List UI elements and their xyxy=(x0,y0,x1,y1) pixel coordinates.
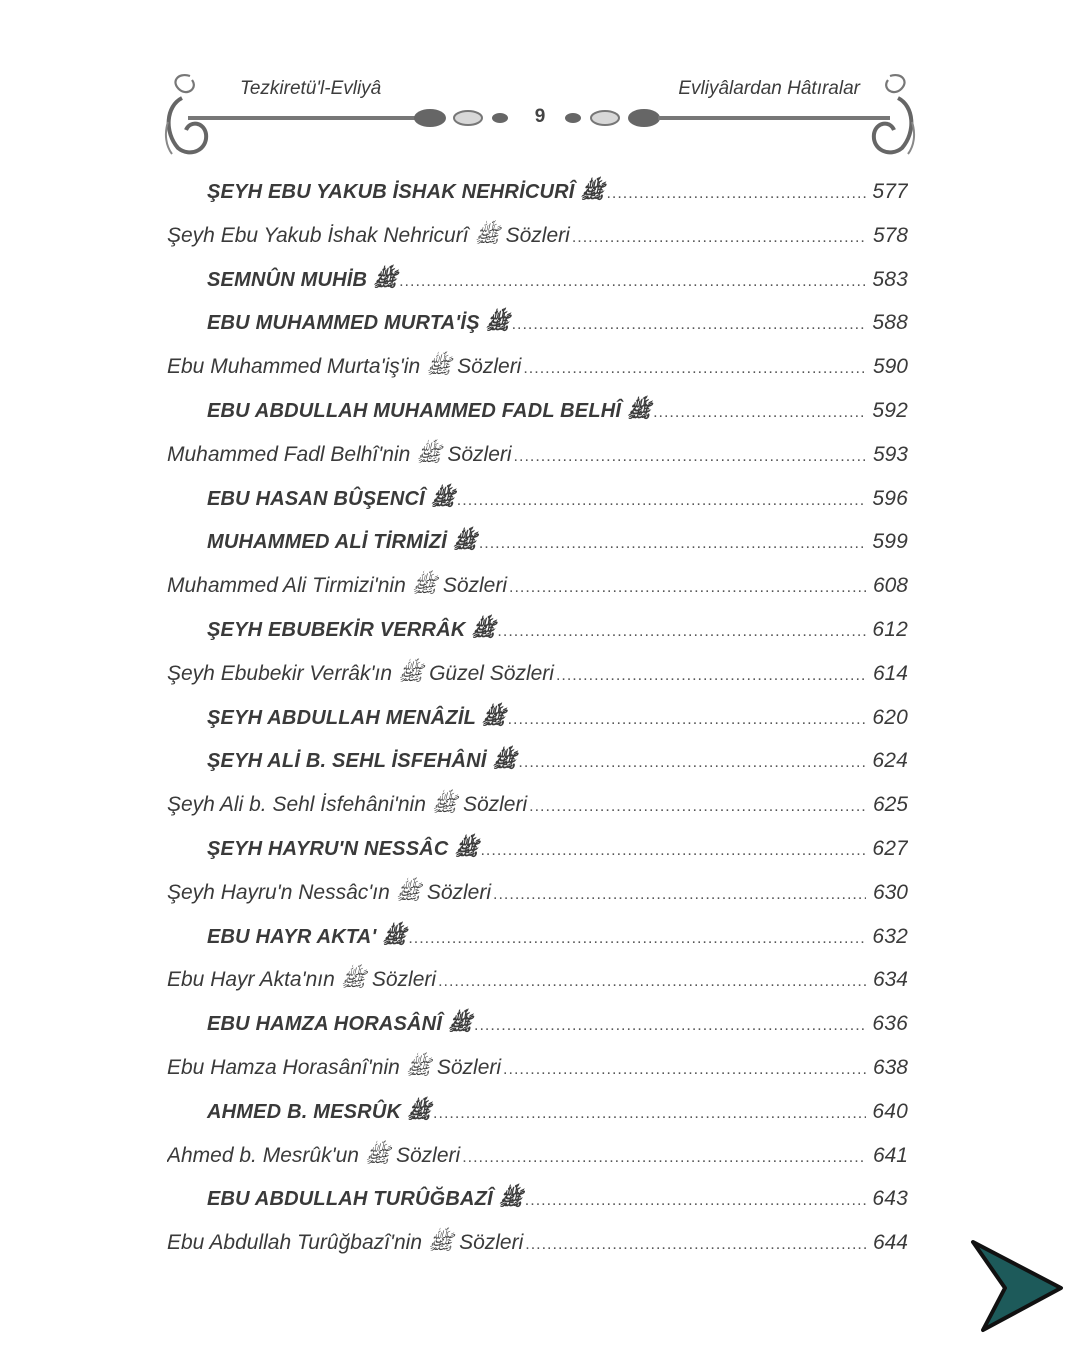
toc-entry[interactable] xyxy=(167,301,908,345)
toc-leader-dots xyxy=(525,1179,866,1221)
toc-entry-title: ŞEYH ABDULLAH MENÂZİL ﷺ xyxy=(207,706,506,729)
toc-entry[interactable] xyxy=(167,1002,908,1046)
toc-entry[interactable] xyxy=(167,739,908,783)
toc-leader-dots xyxy=(493,873,866,915)
toc-entry-title: EBU ABDULLAH TURÛĞBAZÎ ﷺ xyxy=(207,1188,523,1211)
toc-entry-page: 614 xyxy=(872,661,908,685)
toc-entry[interactable] xyxy=(167,652,908,696)
toc-entry-title: MUHAMMED ALİ TİRMİZİ ﷺ xyxy=(207,531,477,554)
toc-entry-title: Ebu Hamza Horasânî'nin ﷺ Sözleri xyxy=(167,1055,502,1079)
toc-entry-title: EBU MUHAMMED MURTA'İŞ ﷺ xyxy=(207,312,510,335)
toc-entry-page: 593 xyxy=(872,442,908,466)
toc-entry-title: Ebu Muhammed Murta'iş'in ﷺ Sözleri xyxy=(167,355,522,379)
toc-leader-dots xyxy=(518,741,866,783)
toc-entry[interactable] xyxy=(167,258,908,302)
toc-leader-dots xyxy=(508,698,866,740)
toc-leader-dots xyxy=(480,829,866,871)
toc-entry-page: 592 xyxy=(872,398,908,422)
toc-leader-dots xyxy=(529,785,866,827)
toc-leader-dots xyxy=(556,654,866,696)
toc-entry[interactable] xyxy=(167,1134,908,1178)
toc-entry[interactable] xyxy=(167,170,908,214)
toc-leader-dots xyxy=(457,479,866,521)
toc-leader-dots xyxy=(474,1004,866,1046)
toc-entry-page: 625 xyxy=(872,793,908,817)
toc-entry-title: Şeyh Hayru'n Nessâc'ın ﷺ Sözleri xyxy=(167,880,492,904)
toc-leader-dots xyxy=(408,917,866,959)
toc-entry-page: 636 xyxy=(872,1012,908,1036)
toc-entry[interactable] xyxy=(167,345,908,389)
toc-entry-page: 627 xyxy=(872,836,908,860)
toc-entry-title: EBU HAYR AKTA' ﷺ xyxy=(207,925,407,948)
toc-entry[interactable] xyxy=(167,958,908,1002)
toc-entry-page: 577 xyxy=(872,180,908,203)
table-of-contents xyxy=(167,170,908,1265)
toc-entry-page: 624 xyxy=(872,749,908,773)
toc-entry-page: 588 xyxy=(872,311,908,335)
toc-entry-title: Muhammed Ali Tirmizi'nin ﷺ Sözleri xyxy=(167,574,508,598)
toc-entry[interactable] xyxy=(167,1046,908,1090)
toc-entry[interactable] xyxy=(167,433,908,477)
toc-leader-dots xyxy=(525,1223,866,1265)
toc-entry-page: 643 xyxy=(872,1187,908,1211)
header-book-title: Tezkiretü'l-Evliyâ xyxy=(240,78,382,99)
toc-entry[interactable] xyxy=(167,389,908,433)
running-header xyxy=(160,62,920,162)
toc-entry-title: ŞEYH EBU YAKUB İSHAK NEHRİCURÎ ﷺ xyxy=(207,181,605,203)
toc-entry-page: 599 xyxy=(872,530,908,554)
toc-entry[interactable] xyxy=(167,915,908,959)
toc-leader-dots xyxy=(512,303,866,345)
toc-entry-page: 620 xyxy=(872,705,908,729)
toc-entry[interactable] xyxy=(167,783,908,827)
toc-entry-page: 640 xyxy=(872,1099,908,1123)
toc-entry[interactable] xyxy=(167,871,908,915)
toc-entry[interactable] xyxy=(167,1177,908,1221)
toc-entry[interactable] xyxy=(167,520,908,564)
header-section-title: Evliyâlardan Hâtıralar xyxy=(678,78,860,99)
toc-entry[interactable] xyxy=(167,214,908,258)
toc-leader-dots xyxy=(503,1048,866,1090)
toc-entry-page: 630 xyxy=(872,880,908,904)
toc-entry-title: Şeyh Ebubekir Verrâk'ın ﷺ Güzel Sözleri xyxy=(167,661,554,685)
toc-leader-dots xyxy=(509,566,866,608)
toc-entry-title: EBU HASAN BÛŞENCÎ ﷺ xyxy=(207,487,455,510)
toc-leader-dots xyxy=(523,347,866,389)
toc-entry[interactable] xyxy=(167,564,908,608)
toc-entry-page: 634 xyxy=(872,968,908,992)
toc-leader-dots xyxy=(606,172,866,214)
toc-entry-page: 590 xyxy=(872,355,908,379)
toc-leader-dots xyxy=(653,391,866,433)
toc-entry[interactable] xyxy=(167,1090,908,1134)
toc-entry-page: 638 xyxy=(872,1055,908,1079)
toc-entry-page: 612 xyxy=(872,617,908,641)
toc-entry-page: 644 xyxy=(872,1231,908,1255)
toc-entry-title: Ahmed b. Mesrûk'un ﷺ Sözleri xyxy=(167,1143,461,1167)
toc-entry-title: ŞEYH ALİ B. SEHL İSFEHÂNİ ﷺ xyxy=(207,750,517,773)
page-number: 9 xyxy=(534,106,546,127)
toc-leader-dots xyxy=(399,260,866,302)
toc-entry[interactable] xyxy=(167,477,908,521)
toc-leader-dots xyxy=(433,1092,866,1134)
toc-entry-title: EBU HAMZA HORASÂNÎ ﷺ xyxy=(207,1013,473,1036)
toc-leader-dots xyxy=(479,522,866,564)
toc-entry[interactable] xyxy=(167,696,908,740)
toc-leader-dots xyxy=(497,610,866,652)
toc-entry-page: 578 xyxy=(872,223,908,247)
toc-entry-title: ŞEYH EBUBEKİR VERRÂK ﷺ xyxy=(207,618,496,641)
toc-leader-dots xyxy=(462,1136,866,1178)
toc-entry-page: 632 xyxy=(872,924,908,948)
toc-entry[interactable] xyxy=(167,608,908,652)
toc-entry[interactable] xyxy=(167,827,908,871)
toc-entry-page: 583 xyxy=(872,267,908,291)
toc-leader-dots xyxy=(572,216,866,258)
toc-entry-title: Şeyh Ali b. Sehl İsfehâni'nin ﷺ Sözleri xyxy=(167,793,528,817)
toc-entry-title: Şeyh Ebu Yakub İshak Nehricurî ﷺ Sözleri xyxy=(167,223,570,247)
chevron-right-icon[interactable] xyxy=(965,1238,1065,1334)
toc-entry-title: AHMED B. MESRÛK ﷺ xyxy=(207,1100,432,1123)
toc-leader-dots xyxy=(438,960,866,1002)
toc-entry-title: Ebu Abdullah Turûğbazî'nin ﷺ Sözleri xyxy=(167,1231,524,1255)
toc-entry-title: Ebu Hayr Akta'nın ﷺ Sözleri xyxy=(167,968,437,992)
toc-entry-title: Muhammed Fadl Belhî'nin ﷺ Sözleri xyxy=(167,442,512,466)
toc-entry-page: 596 xyxy=(872,486,908,510)
toc-leader-dots xyxy=(514,435,866,477)
toc-entry-title: ŞEYH HAYRU'N NESSÂC ﷺ xyxy=(207,837,479,860)
toc-entry-page: 641 xyxy=(872,1143,908,1167)
toc-entry-title: SEMNÛN MUHİB ﷺ xyxy=(207,268,398,291)
toc-entry[interactable] xyxy=(167,1221,908,1265)
toc-entry-title: EBU ABDULLAH MUHAMMED FADL BELHÎ ﷺ xyxy=(207,399,652,422)
toc-entry-page: 608 xyxy=(872,574,908,598)
